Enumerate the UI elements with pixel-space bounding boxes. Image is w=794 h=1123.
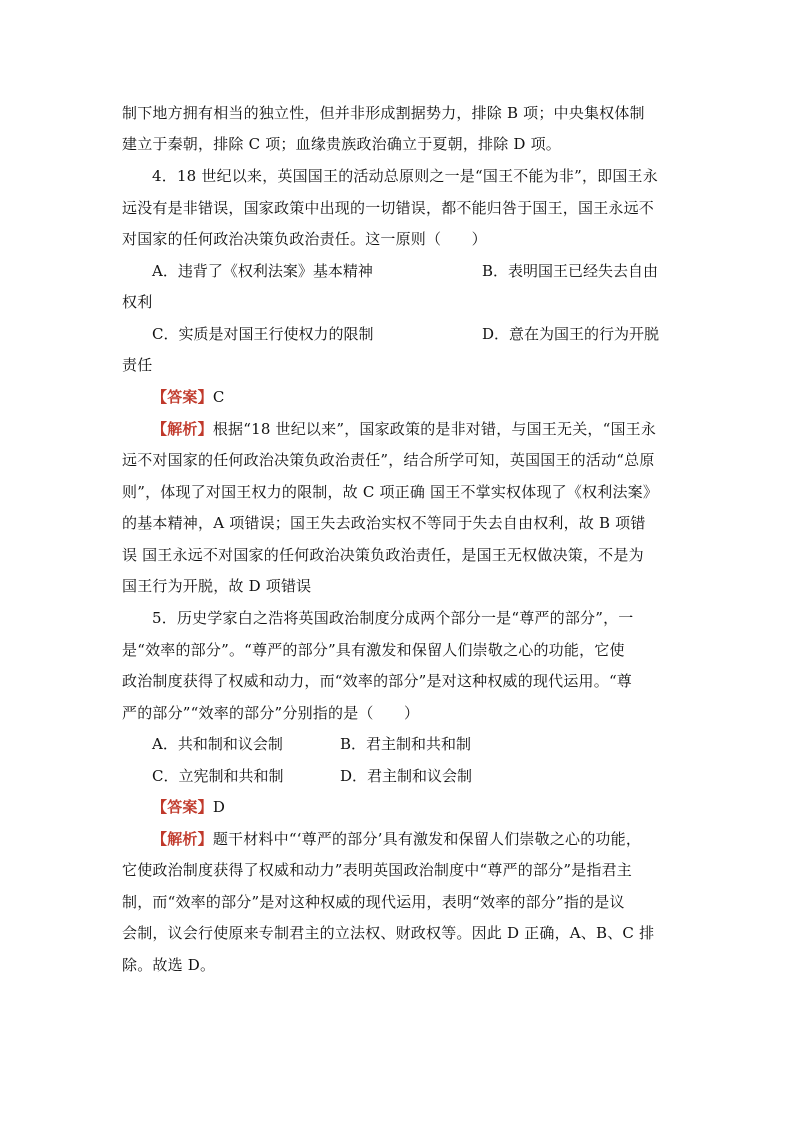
q4-option-a: A．违背了《权利法案》基本精神 xyxy=(152,262,373,280)
analysis-tag: 【解析】 xyxy=(152,830,213,848)
text-line: 建立于秦朝，排除 C 项；血缘贵族政治确立于夏朝，排除 D 项。 xyxy=(122,135,561,153)
text-line: 严的部分”“效率的部分”分别指的是（ ） xyxy=(122,704,420,722)
q4-option-b-cont: 权利 xyxy=(122,293,153,311)
q5-options-row-2 xyxy=(152,766,682,786)
q5-options-row-1 xyxy=(152,734,682,754)
text-line: 会制，议会行使原来专制君主的立法权、财政权等。因此 D 正确，A、B、C 排 xyxy=(122,924,655,942)
text-line: 远没有是非错误，国家政策中出现的一切错误，都不能归咎于国王，国王永远不 xyxy=(122,199,655,217)
q5-option-d: D．君主制和议会制 xyxy=(340,767,473,785)
q4-option-c: C．实质是对国王行使权力的限制 xyxy=(152,325,374,343)
text-line: 制下地方拥有相当的独立性，但并非形成割据势力，排除 B 项；中央集权体制 xyxy=(122,104,645,122)
q5-option-a: A．共和制和议会制 xyxy=(152,735,283,753)
q4-answer xyxy=(152,387,712,407)
analysis-text: 题干材料中“‘尊严的部分’具有激发和保留人们崇敬之心的功能， xyxy=(212,830,642,848)
text-line: 的基本精神，A 项错误；国王失去政治实权不等同于失去自由权利，故 B 项错 xyxy=(122,514,646,532)
text-line: 国王行为开脱，故 D 项错误 xyxy=(122,577,312,595)
text-line: 对国家的任何政治决策负政治责任。这一原则（ ） xyxy=(122,230,487,248)
analysis-tag: 【解析】 xyxy=(152,420,213,438)
answer-tag: 【答案】 xyxy=(152,388,213,406)
q4-option-b: B．表明国王已经失去自由 xyxy=(482,262,659,280)
q5-answer xyxy=(152,797,712,817)
text-line: 它使政治制度获得了权威和动力”表明英国政治制度中“尊严的部分”是指君主 xyxy=(122,861,633,879)
answer-tag: 【答案】 xyxy=(152,798,213,816)
text-line: 是“效率的部分”。“尊严的部分”具有激发和保留人们崇敬之心的功能，它使 xyxy=(122,641,625,659)
question-4-stem: 4．18 世纪以来，英国国王的活动总原则之一是“国王不能为非”，即国王永 xyxy=(152,167,658,185)
text-line: 制，而“效率的部分”是对这种权威的现代运用，表明“效率的部分”指的是议 xyxy=(122,893,625,911)
q4-options-row-2 xyxy=(152,324,682,344)
q4-option-d-cont: 责任 xyxy=(122,356,153,374)
q5-option-b: B．君主制和共和制 xyxy=(340,735,472,753)
text-line: 则”，体现了对国王权力的限制，故 C 项正确 国王不掌实权体现了《权利法案》 xyxy=(122,483,659,501)
q5-analysis xyxy=(152,829,712,849)
q4-options-row-1 xyxy=(152,261,682,281)
answer-value: D xyxy=(212,798,226,816)
q4-option-d: D．意在为国王的行为开脱 xyxy=(482,325,660,343)
text-line: 除。故选 D。 xyxy=(122,956,216,974)
answer-value: C xyxy=(212,388,225,406)
text-line: 政治制度获得了权威和动力，而“效率的部分”是对这种权威的现代运用。“尊 xyxy=(122,672,633,690)
text-line: 远不对国家的任何政治决策负政治责任”，结合所学可知，英国国王的活动“总原 xyxy=(122,451,655,469)
q5-option-c: C．立宪制和共和制 xyxy=(152,767,284,785)
question-5-stem: 5．历史学家白之浩将英国政治制度分成两个部分一是“尊严的部分”，一 xyxy=(152,609,634,627)
analysis-text: 根据“18 世纪以来”，国家政策的是非对错，与国王无关，“国王永 xyxy=(212,420,657,438)
text-line: 误 国王永远不对国家的任何政治决策负政治责任，是国王无权做决策，不是为 xyxy=(122,546,644,564)
q4-analysis xyxy=(152,419,712,439)
